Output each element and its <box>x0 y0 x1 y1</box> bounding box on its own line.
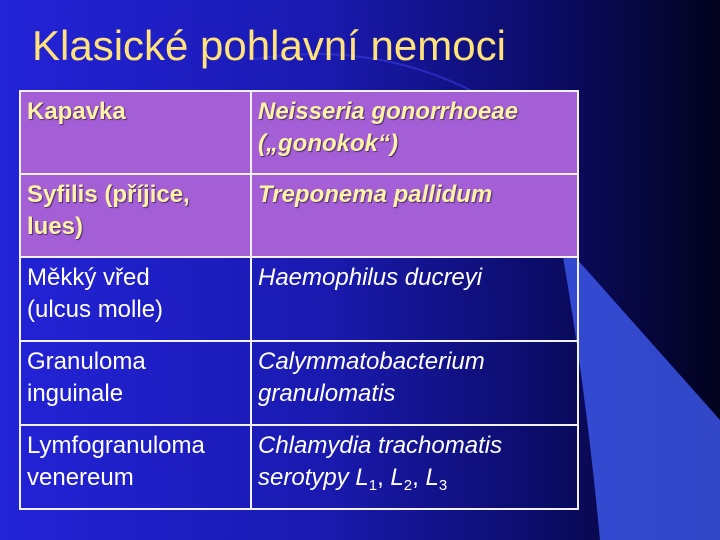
disease-cell <box>20 341 251 425</box>
pathogen-cell <box>251 174 578 257</box>
disease-name-cont: venereum <box>27 464 134 491</box>
pathogen-name: Treponema pallidum <box>258 181 493 208</box>
slide-title: Klasické pohlavní nemoci <box>32 22 506 69</box>
serotype-l1: $L_1$ <box>355 464 378 494</box>
disease-cell <box>20 257 251 341</box>
disease-name: Lymfogranuloma <box>27 432 205 459</box>
pathogen-cell <box>251 341 578 425</box>
disease-latin-name: (ulcus molle) <box>27 296 164 323</box>
disease-cell <box>20 91 251 174</box>
serotypes-prefix: serotypy <box>258 464 349 491</box>
pathogen-name: Chlamydia trachomatis <box>258 432 503 459</box>
pathogen-name: Neisseria gonorrhoeae <box>258 98 519 125</box>
table-row <box>20 341 578 425</box>
disease-cell <box>20 425 251 509</box>
diseases-table <box>19 90 579 510</box>
serotype-l3: $L_3$ <box>425 464 448 494</box>
serotype-l2: $L_2$ <box>390 464 413 494</box>
background-swoosh <box>560 240 720 540</box>
pathogen-name: Haemophilus ducreyi <box>258 264 483 291</box>
table-row <box>20 257 578 341</box>
serotypes-line: serotypy $L_1$, $L_2$, $L_3$ <box>258 464 448 494</box>
pathogen-cell <box>251 257 578 341</box>
pathogen-name-cont: granulomatis <box>258 380 396 407</box>
pathogen-common-name: („gonokok“) <box>258 130 398 157</box>
disease-cell <box>20 174 251 257</box>
table-row <box>20 425 578 509</box>
disease-name-cont: lues) <box>27 213 84 240</box>
disease-name: Kapavka <box>27 98 126 125</box>
disease-name-cont: inguinale <box>27 380 124 407</box>
table-row <box>20 174 578 257</box>
pathogen-cell <box>251 91 578 174</box>
disease-name: Měkký vřed <box>27 264 150 291</box>
disease-name: Granuloma <box>27 348 146 375</box>
disease-name: Syfilis (příjice, <box>27 181 190 208</box>
pathogen-name: Calymmatobacterium <box>258 348 485 375</box>
pathogen-cell <box>251 425 578 509</box>
table-row <box>20 91 578 174</box>
